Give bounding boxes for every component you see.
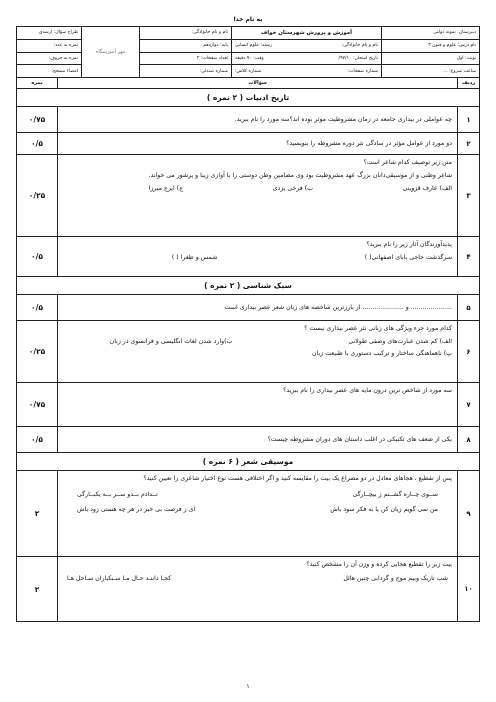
question-score: ۰/۲۵ xyxy=(28,191,46,200)
header-pages: شماره صفحات: xyxy=(347,68,378,74)
header-term: نوبت: اول xyxy=(382,53,479,66)
question-text: متن زیر توصیف کدام شاعر است؟ xyxy=(363,159,452,166)
question-text: چه عواملی در بیداری جامعه در زمان مشروطیت موثر بوده اند؟سه مورد را نام ببرید. xyxy=(234,115,452,123)
question-score: ۰/۵ xyxy=(31,139,43,148)
exam-page xyxy=(16,14,480,690)
col-header-score: نمره xyxy=(31,80,43,86)
question-number: ۱۰ xyxy=(457,557,479,621)
questions-table xyxy=(16,78,480,622)
header-start-time: ساعت شروع: ... xyxy=(443,68,476,74)
header-title: آموزش و پرورش شهرستان خواف xyxy=(232,27,381,40)
question-number: ۷ xyxy=(457,383,479,426)
option-work-2: شمس و طغرا ( ) xyxy=(171,253,218,261)
question-text: کدام مورد جزء ویژگی های زبانی نثر عصر بیداری نیست ؟ xyxy=(304,325,452,332)
header-col-teacher xyxy=(139,27,231,77)
header-exam-date: تاریخ امتحان: ۹۷/۱۰/ xyxy=(338,55,378,61)
option-a: الف) کم شدن عبارت‌های وصفی طولانی xyxy=(348,337,452,345)
header-page-count: تعداد صفحات: ۲ xyxy=(140,53,231,66)
verse-hemistich: من نمی گویم زیان کن یا به فکر سود باش xyxy=(330,506,438,514)
question-row xyxy=(17,471,479,557)
page-number: ۱ xyxy=(246,683,250,690)
header-student-name: نام و نام خانوادگی: xyxy=(341,43,378,49)
verse-hemistich: تــدادم بــدو ســر بــه یکبــارگی xyxy=(77,490,158,498)
col-header-questions: سؤالات xyxy=(57,78,457,88)
question-score: ۰/۵ xyxy=(31,435,43,444)
question-text: بیت زیر را تقطیع هجایی کرده و وزن آن را مشخص کنید؟ xyxy=(306,561,452,568)
option-b: ب)وارد شدن لغات انگلیسی و فرانسوی در زبان xyxy=(109,337,233,345)
option-c: ج) ایرج میرزا xyxy=(148,185,184,193)
header-grade: پایه: دوازدهم xyxy=(140,40,231,53)
question-text: ..................... و ..................... از بارزترین شاخصه های زبان شعر عصر بیداری است xyxy=(224,303,452,311)
section-poetry-music: موسیقی شعر ( ۶ نمره ) xyxy=(17,453,479,471)
question-number: ۹ xyxy=(457,471,479,556)
header-school: دبیرستان: نمونه دولتی xyxy=(382,27,479,40)
question-number: ۸ xyxy=(457,427,479,452)
section-stylistics: سبک شناسی ( ۲ نمره ) xyxy=(17,277,479,295)
question-score: ۲ xyxy=(34,584,40,594)
question-row xyxy=(17,427,479,453)
question-row xyxy=(17,133,479,155)
question-row xyxy=(17,557,479,621)
question-score: ۰/۷۵ xyxy=(28,115,46,124)
question-score: ۰/۵ xyxy=(31,252,43,261)
question-row xyxy=(17,295,479,321)
verse-hemistich: ای ز فرصت بی خبر در هر چه هستی زود باش xyxy=(77,506,196,514)
verse-hemistich: کجـا داننـد حـال مـا سـبکباران سـاحل هـا xyxy=(67,574,172,582)
question-passage: شاعر وطنی و از موسیقی‌دانان بزرگ عهد مشروطیت بود وی مضامین وطن دوستی را با آوازی زیبا و پرشور می خواند. xyxy=(148,171,452,179)
verse-hemistich: ســوی چــاره گشــتم ز بیچــارگی xyxy=(352,490,438,498)
bismillah: به نام خدا xyxy=(233,16,263,23)
header-field: رشته: علوم انسانی xyxy=(235,43,273,49)
option-c: پ) ناهماهنگی ساختار و ترکیب دستوری با طبیعت زبان xyxy=(312,350,452,358)
header-col-school xyxy=(381,27,479,77)
question-number: ۳ xyxy=(457,155,479,236)
header-name-field: نام و نام خانوادگی: xyxy=(140,27,231,40)
question-number: ۴ xyxy=(457,237,479,276)
question-score: ۰/۲۵ xyxy=(28,347,46,356)
question-row xyxy=(17,237,479,277)
question-number: ۵ xyxy=(457,295,479,320)
option-b: ب) فرخی یزدی xyxy=(272,185,313,193)
header-col-grading xyxy=(17,27,81,77)
header-score-number: نمره به عدد: xyxy=(17,40,81,53)
option-a: الف) عارف قزوینی xyxy=(402,185,452,193)
header-designer: طراح سؤال: ارشدی xyxy=(17,27,81,40)
header-grader-signature: امضاء مصحح: xyxy=(51,68,78,74)
verse-hemistich: شب تاریک وبیم موج و گردابی چنین هائل xyxy=(343,574,448,582)
question-text: پدیدآورندگان آثار زیر را نام ببرید؟ xyxy=(366,241,452,248)
header-col-main xyxy=(231,27,381,77)
section-literary-history: تاریخ ادبیات ( ۲ نمره ) xyxy=(17,89,479,107)
table-header xyxy=(17,78,479,89)
question-row xyxy=(17,321,479,383)
option-work-1: سرگذشت حاجی بابای اصفهانی( ) xyxy=(364,253,452,261)
question-number: ۲ xyxy=(457,133,479,154)
question-text: یکی از ضعف های تکنیکی در اغلب داستان های دوران مشروطه چیست؟ xyxy=(267,435,452,443)
question-text: پس از تقطیع ، هجاهای معادل در دو مصراع یک بیت را مقایسه کنید و اگر اختلافی هست نوع اختیار شاعری را تعیین کنید؟ xyxy=(143,475,452,482)
question-row xyxy=(17,155,479,237)
question-number: ۶ xyxy=(457,321,479,382)
question-row xyxy=(17,107,479,133)
question-text: دو مورد از عوامل مؤثر در سادگی نثر دوره مشروطه را بنویسید؟ xyxy=(286,139,452,147)
question-score: ۰/۵ xyxy=(31,303,43,312)
question-text: سه مورد از شاخص ترین درون مایه های عصر بیداری را نام ببرید؟ xyxy=(283,387,452,394)
header-score-letters: نمره به حروف: xyxy=(17,53,81,66)
school-stamp: مهر آموزشگاه xyxy=(81,27,139,77)
col-header-num: ردیف xyxy=(457,78,479,88)
question-row xyxy=(17,383,479,427)
question-score: ۲ xyxy=(34,509,40,518)
question-number: ۱ xyxy=(457,107,479,132)
header-class: شماره کلاس: xyxy=(235,68,262,74)
header-subject: نام درس: علوم و فنون ۳ xyxy=(382,40,479,53)
header-seat-number: شماره صندلی: xyxy=(199,68,228,74)
question-score: ۰/۷۵ xyxy=(28,400,46,409)
exam-header xyxy=(16,26,480,78)
header-duration: وقت: ۷۰ دقیقه xyxy=(235,55,264,61)
